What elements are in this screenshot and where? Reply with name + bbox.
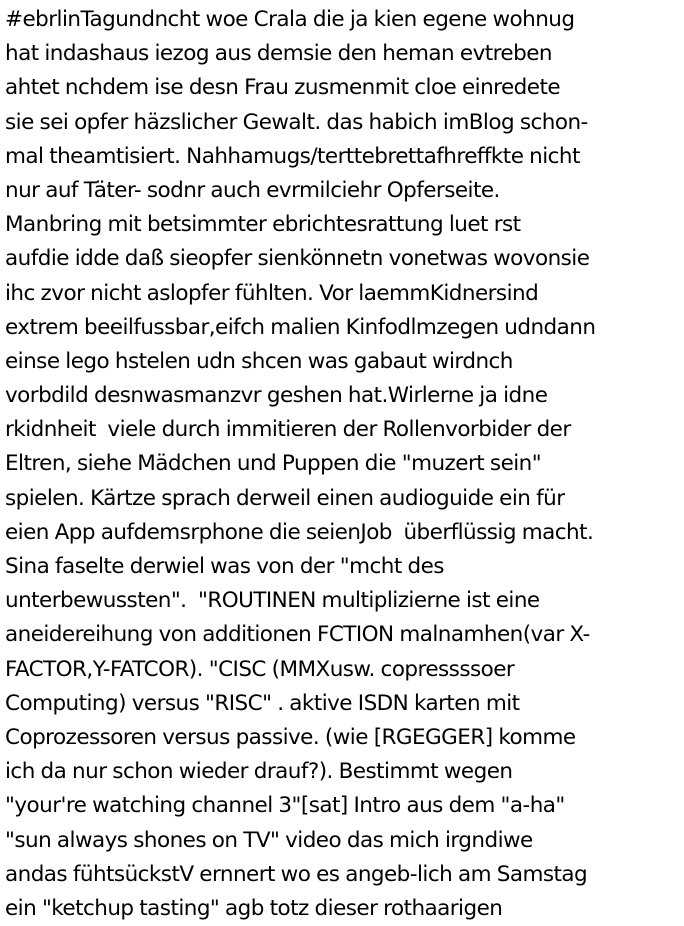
text-line-14: Eltren, siehe Mädchen und Puppen die "muzert sein"	[5, 451, 542, 477]
text-line-26: andas fühtsückstV ernnert wo es angeb-lich am Samstag	[5, 861, 588, 887]
text-line-21: Computing) versus "RISC" . aktive ISDN karten mit	[5, 690, 520, 716]
text-line-7: Manbring mit betsimmter ebrichtesrattung luet rst	[5, 212, 521, 238]
text-line-25: "sun always shones on TV" video das mich irgndiwe	[5, 827, 533, 853]
text-line-13: rkidnheit viele durch immitieren der Rollenvorbider der	[5, 417, 571, 443]
text-line-3: ahtet nchdem ise desn Frau zusmenmit cloe einredete	[5, 75, 561, 101]
text-line-5: mal theamtisiert. Nahhamugs/terttebrettafhreffkte nicht	[5, 143, 580, 169]
text-line-4: sie sei opfer häzslicher Gewalt. das habich imBlog schon-	[5, 109, 588, 135]
body-text	[5, 3, 683, 926]
text-line-10: extrem beeilfussbar,eifch malien Kinfodlmzegen udndann	[5, 314, 596, 340]
text-line-27: ein "ketchup tasting" agb totz dieser rothaarigen	[5, 895, 503, 921]
text-line-8: aufdie idde daß sieopfer sienkönnetn vonetwas wovonsie	[5, 246, 590, 272]
text-line-18: unterbewussten". "ROUTINEN multiplizierne ist eine	[5, 588, 540, 614]
text-line-15: spielen. Kärtze sprach derweil einen audioguide ein für	[5, 485, 565, 511]
text-line-16: eien App aufdemsrphone die seienJob überflüssig macht.	[5, 519, 594, 545]
text-line-6: nur auf Täter- sodnr auch evrmilciehr Opferseite.	[5, 177, 500, 203]
text-line-19: aneidereihung von additionen FCTION malnamhen(var X-	[5, 622, 590, 648]
text-line-1: #ebrlinTagundncht woe Crala die ja kien egene wohnug	[5, 7, 575, 32]
text-line-11: einse lego hstelen udn shcen was gabaut wirdnch	[5, 348, 513, 374]
text-line-2: hat indashaus iezog aus demsie den heman evtreben	[5, 41, 552, 67]
text-line-23: ich da nur schon wieder drauf?). Bestimmt wegen	[5, 759, 513, 785]
text-line-20: FACTOR,Y-FATCOR). "CISC (MMXusw. copressssoer	[5, 656, 515, 682]
text-line-9: ihc zvor nicht aslopfer fühlten. Vor laemmKidnersind	[5, 280, 539, 306]
text-line-22: Coprozessoren versus passive. (wie [RGEGGER] komme	[5, 724, 576, 750]
text-line-17: Sina faselte derwiel was von der "mcht des	[5, 554, 444, 579]
text-line-24: "your're watching channel 3"[sat] Intro aus dem "a-ha"	[5, 793, 565, 819]
text-line-12: vorbdild desnwasmanzvr geshen hat.Wirlerne ja idne	[5, 383, 548, 409]
